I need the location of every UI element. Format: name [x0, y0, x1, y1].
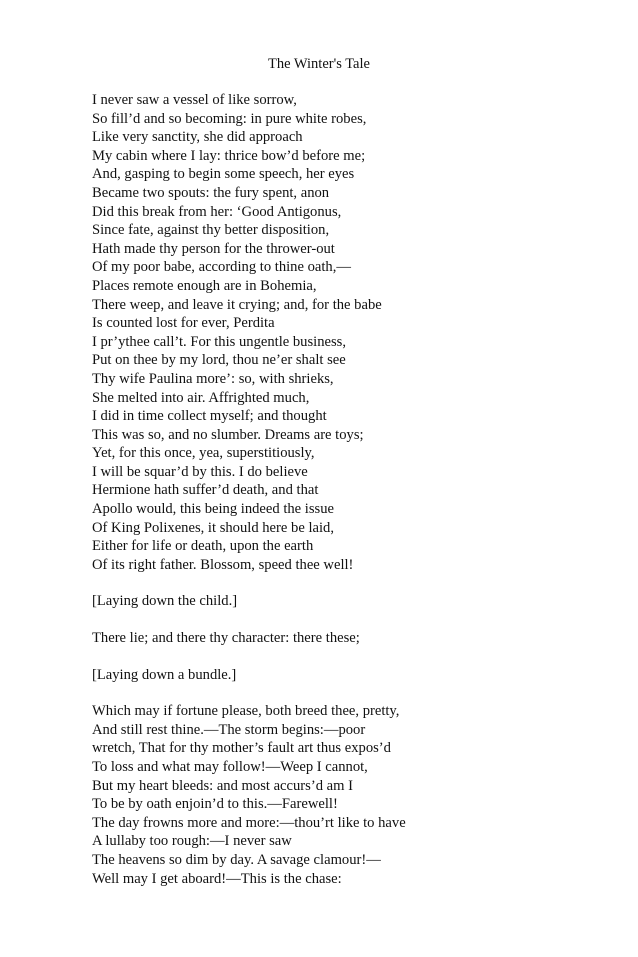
- verse-line: The day frowns more and more:—thou’rt like to have: [92, 814, 406, 831]
- verse-line: Places remote enough are in Bohemia,: [92, 277, 317, 294]
- verse-line: And, gasping to begin some speech, her eyes: [92, 166, 355, 183]
- stanza: [92, 91, 612, 574]
- verse-line: Became two spouts: the fury spent, anon: [92, 184, 330, 201]
- stanza: [92, 592, 612, 611]
- verse-line: There lie; and there thy character: there these;: [92, 630, 360, 647]
- verse-line: Yet, for this once, yea, superstitiously,: [92, 445, 315, 462]
- verse-line: I did in time collect myself; and thought: [92, 408, 327, 425]
- verse-line: To loss and what may follow!—Weep I cannot,: [92, 759, 368, 775]
- verse-line: Is counted lost for ever, Perdita: [92, 315, 275, 332]
- verse-line: Hath made thy person for the thrower-out: [92, 240, 335, 257]
- verse-line: But my heart bleeds: and most accurs’d am I: [92, 777, 353, 794]
- verse-line: Did this break from her: ‘Good Antigonus,: [92, 203, 342, 220]
- verse-line: To be by oath enjoin’d to this.—Farewell!: [92, 796, 338, 813]
- verse-line: So fill’d and so becoming: in pure white robes,: [92, 110, 367, 127]
- verse-line: [Laying down a bundle.]: [92, 666, 237, 683]
- verse-line: Thy wife Paulina more’: so, with shrieks,: [92, 370, 334, 387]
- verse-line: Of its right father. Blossom, speed thee well!: [92, 556, 354, 573]
- verse-line: Well may I get aboard!—This is the chase:: [92, 870, 342, 887]
- verse-line: The heavens so dim by day. A savage clamour!—: [92, 851, 381, 868]
- verse-line: [Laying down the child.]: [92, 593, 238, 610]
- verse-line: Put on thee by my lord, thou ne’er shalt see: [92, 352, 346, 369]
- verse-line: I pr’ythee call’t. For this ungentle business,: [92, 333, 346, 350]
- verse-line: Of King Polixenes, it should here be laid,: [92, 519, 334, 536]
- verse-line: And still rest thine.—The storm begins:—poor: [92, 721, 366, 738]
- verse-line: Hermione hath suffer’d death, and that: [92, 482, 319, 499]
- verse-line: A lullaby too rough:—I never saw: [92, 833, 292, 850]
- verse-line: Since fate, against thy better disposition,: [92, 222, 330, 239]
- verse-line: This was so, and no slumber. Dreams are toys;: [92, 426, 364, 443]
- verse-line: Either for life or death, upon the earth: [92, 538, 314, 555]
- verse-line: Which may if fortune please, both breed thee, pretty,: [92, 703, 400, 720]
- verse-line: There weep, and leave it crying; and, for the babe: [92, 296, 382, 313]
- verse-line: My cabin where I lay: thrice bow’d before me;: [92, 147, 366, 164]
- stanza: [92, 702, 612, 888]
- verse-line: wretch, That for thy mother’s fault art thus expos’d: [92, 740, 391, 757]
- page-title: The Winter's Tale: [268, 56, 370, 72]
- verse-line: Of my poor babe, according to thine oath,—: [92, 259, 351, 276]
- verse-line: I will be squar’d by this. I do believe: [92, 463, 308, 480]
- verse-line: I never saw a vessel of like sorrow,: [92, 92, 297, 108]
- verse-line: Like very sanctity, she did approach: [92, 129, 303, 146]
- stanza: [92, 666, 612, 685]
- poem-body: [92, 91, 612, 906]
- verse-line: Apollo would, this being indeed the issue: [92, 501, 334, 518]
- verse-line: She melted into air. Affrighted much,: [92, 389, 310, 406]
- stanza: [92, 629, 612, 648]
